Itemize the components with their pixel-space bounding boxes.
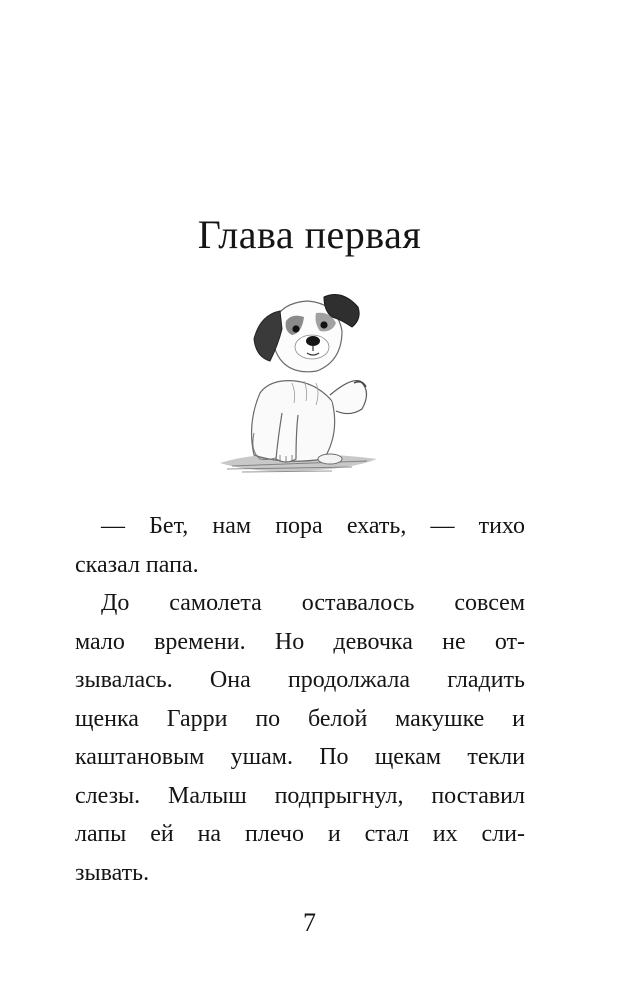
paragraph-1 bbox=[75, 507, 525, 584]
puppy-nose bbox=[306, 336, 320, 346]
chapter-title: Глава первая bbox=[197, 212, 422, 257]
text-line: каштановым ушам. По щекам текли bbox=[75, 744, 525, 770]
puppy-illustration bbox=[212, 283, 387, 483]
text-line: слезы. Малыш подпрыгнул, поставил bbox=[75, 782, 525, 809]
text-line: До самолета оставалось совсем bbox=[101, 590, 525, 616]
puppy-eye-right bbox=[320, 321, 327, 328]
text-line: щенка Гарри по белой макушке и bbox=[75, 705, 525, 732]
puppy-raised-paw bbox=[330, 381, 367, 414]
text-line: мало времени. Но девочка не от- bbox=[75, 628, 525, 655]
paragraph-2 bbox=[75, 584, 525, 892]
puppy-eye-left bbox=[292, 325, 299, 332]
text-line: — Бет, нам пора ехать, — тихо bbox=[101, 513, 525, 539]
text-line: сказал папа. bbox=[75, 551, 199, 578]
text-line: зывать. bbox=[75, 859, 150, 886]
page-number: 7 bbox=[303, 908, 316, 937]
text-line: лапы ей на плечо и стал их сли- bbox=[75, 821, 525, 847]
text-line: зывалась. Она продолжала гладить bbox=[75, 667, 525, 693]
story-text bbox=[75, 507, 525, 892]
